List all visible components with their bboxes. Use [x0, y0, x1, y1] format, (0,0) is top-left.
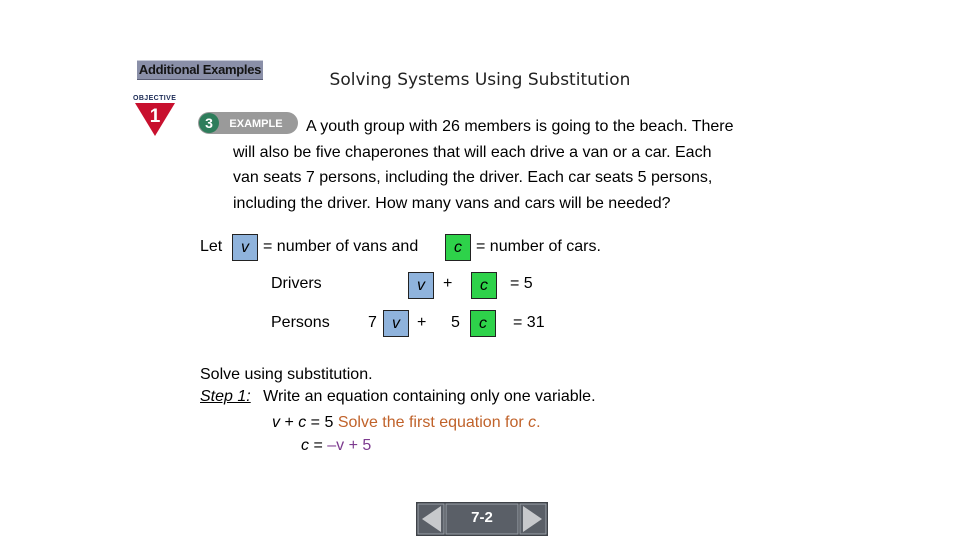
section-label: 7-2: [471, 509, 493, 526]
section-nav: [416, 502, 548, 536]
step-line: [200, 388, 596, 406]
c-definition: = number of cars.: [476, 238, 601, 255]
let-label: Let: [200, 238, 223, 255]
eq1-note-end: .: [536, 414, 541, 431]
drivers-rhs: = 5: [510, 275, 533, 292]
persons-v-box: v: [383, 310, 409, 337]
drivers-c-box: c: [471, 272, 497, 299]
problem-line: A youth group with 26 members is going to the beach. There: [306, 118, 734, 135]
step-text: Write an equation containing only one variable.: [263, 388, 596, 405]
eq2-rhs: –v + 5: [327, 437, 372, 454]
eq2-c: c: [301, 437, 309, 454]
drivers-v-box: v: [408, 272, 434, 299]
example-badge: [198, 112, 298, 134]
example-label: EXAMPLE: [229, 118, 283, 130]
slide-title: Solving Systems Using Substitution: [329, 70, 631, 90]
drivers-plus: +: [443, 275, 453, 292]
eq1-rhs: = 5: [306, 414, 334, 431]
eq2-equals: =: [309, 437, 328, 454]
variable-c-box: c: [445, 234, 471, 261]
example-number: 3: [205, 115, 213, 131]
eq1-c: c: [298, 414, 307, 431]
eq1-v: v: [272, 414, 280, 431]
persons-v-coefficient: 7: [368, 314, 377, 331]
eq1-plus: +: [280, 414, 299, 431]
step-label: Step 1:: [200, 388, 251, 405]
problem-line: including the driver. How many vans and cars will be needed?: [233, 195, 671, 212]
persons-label: Persons: [271, 314, 330, 331]
objective-number-icon: [135, 103, 175, 136]
drivers-label: Drivers: [271, 275, 322, 292]
objective-number-text: 1: [149, 106, 161, 127]
problem-line: will also be five chaperones that will each drive a van or a car. Each: [233, 144, 712, 161]
solution-intro: Solve using substitution.: [200, 366, 373, 383]
previous-arrow-icon[interactable]: [418, 504, 444, 534]
problem-line: van seats 7 persons, including the driver. Each car seats 5 persons,: [233, 169, 713, 186]
variable-v-box: v: [232, 234, 258, 261]
persons-c-coefficient: 5: [451, 314, 460, 331]
next-arrow-icon[interactable]: [520, 504, 546, 534]
persons-plus: +: [417, 314, 427, 331]
eq1-note: Solve the first equation for: [337, 414, 524, 431]
equation-line-1: [272, 414, 541, 432]
eq1-note-var: c: [528, 414, 537, 431]
section-label-button[interactable]: [446, 504, 518, 534]
v-definition: = number of vans and: [263, 238, 419, 255]
persons-c-box: c: [470, 310, 496, 337]
equation-line-2: [301, 437, 371, 455]
objective-label: OBJECTIVE: [133, 95, 177, 102]
persons-rhs: = 31: [513, 314, 545, 331]
additional-examples-badge: Additional Examples: [137, 60, 263, 80]
